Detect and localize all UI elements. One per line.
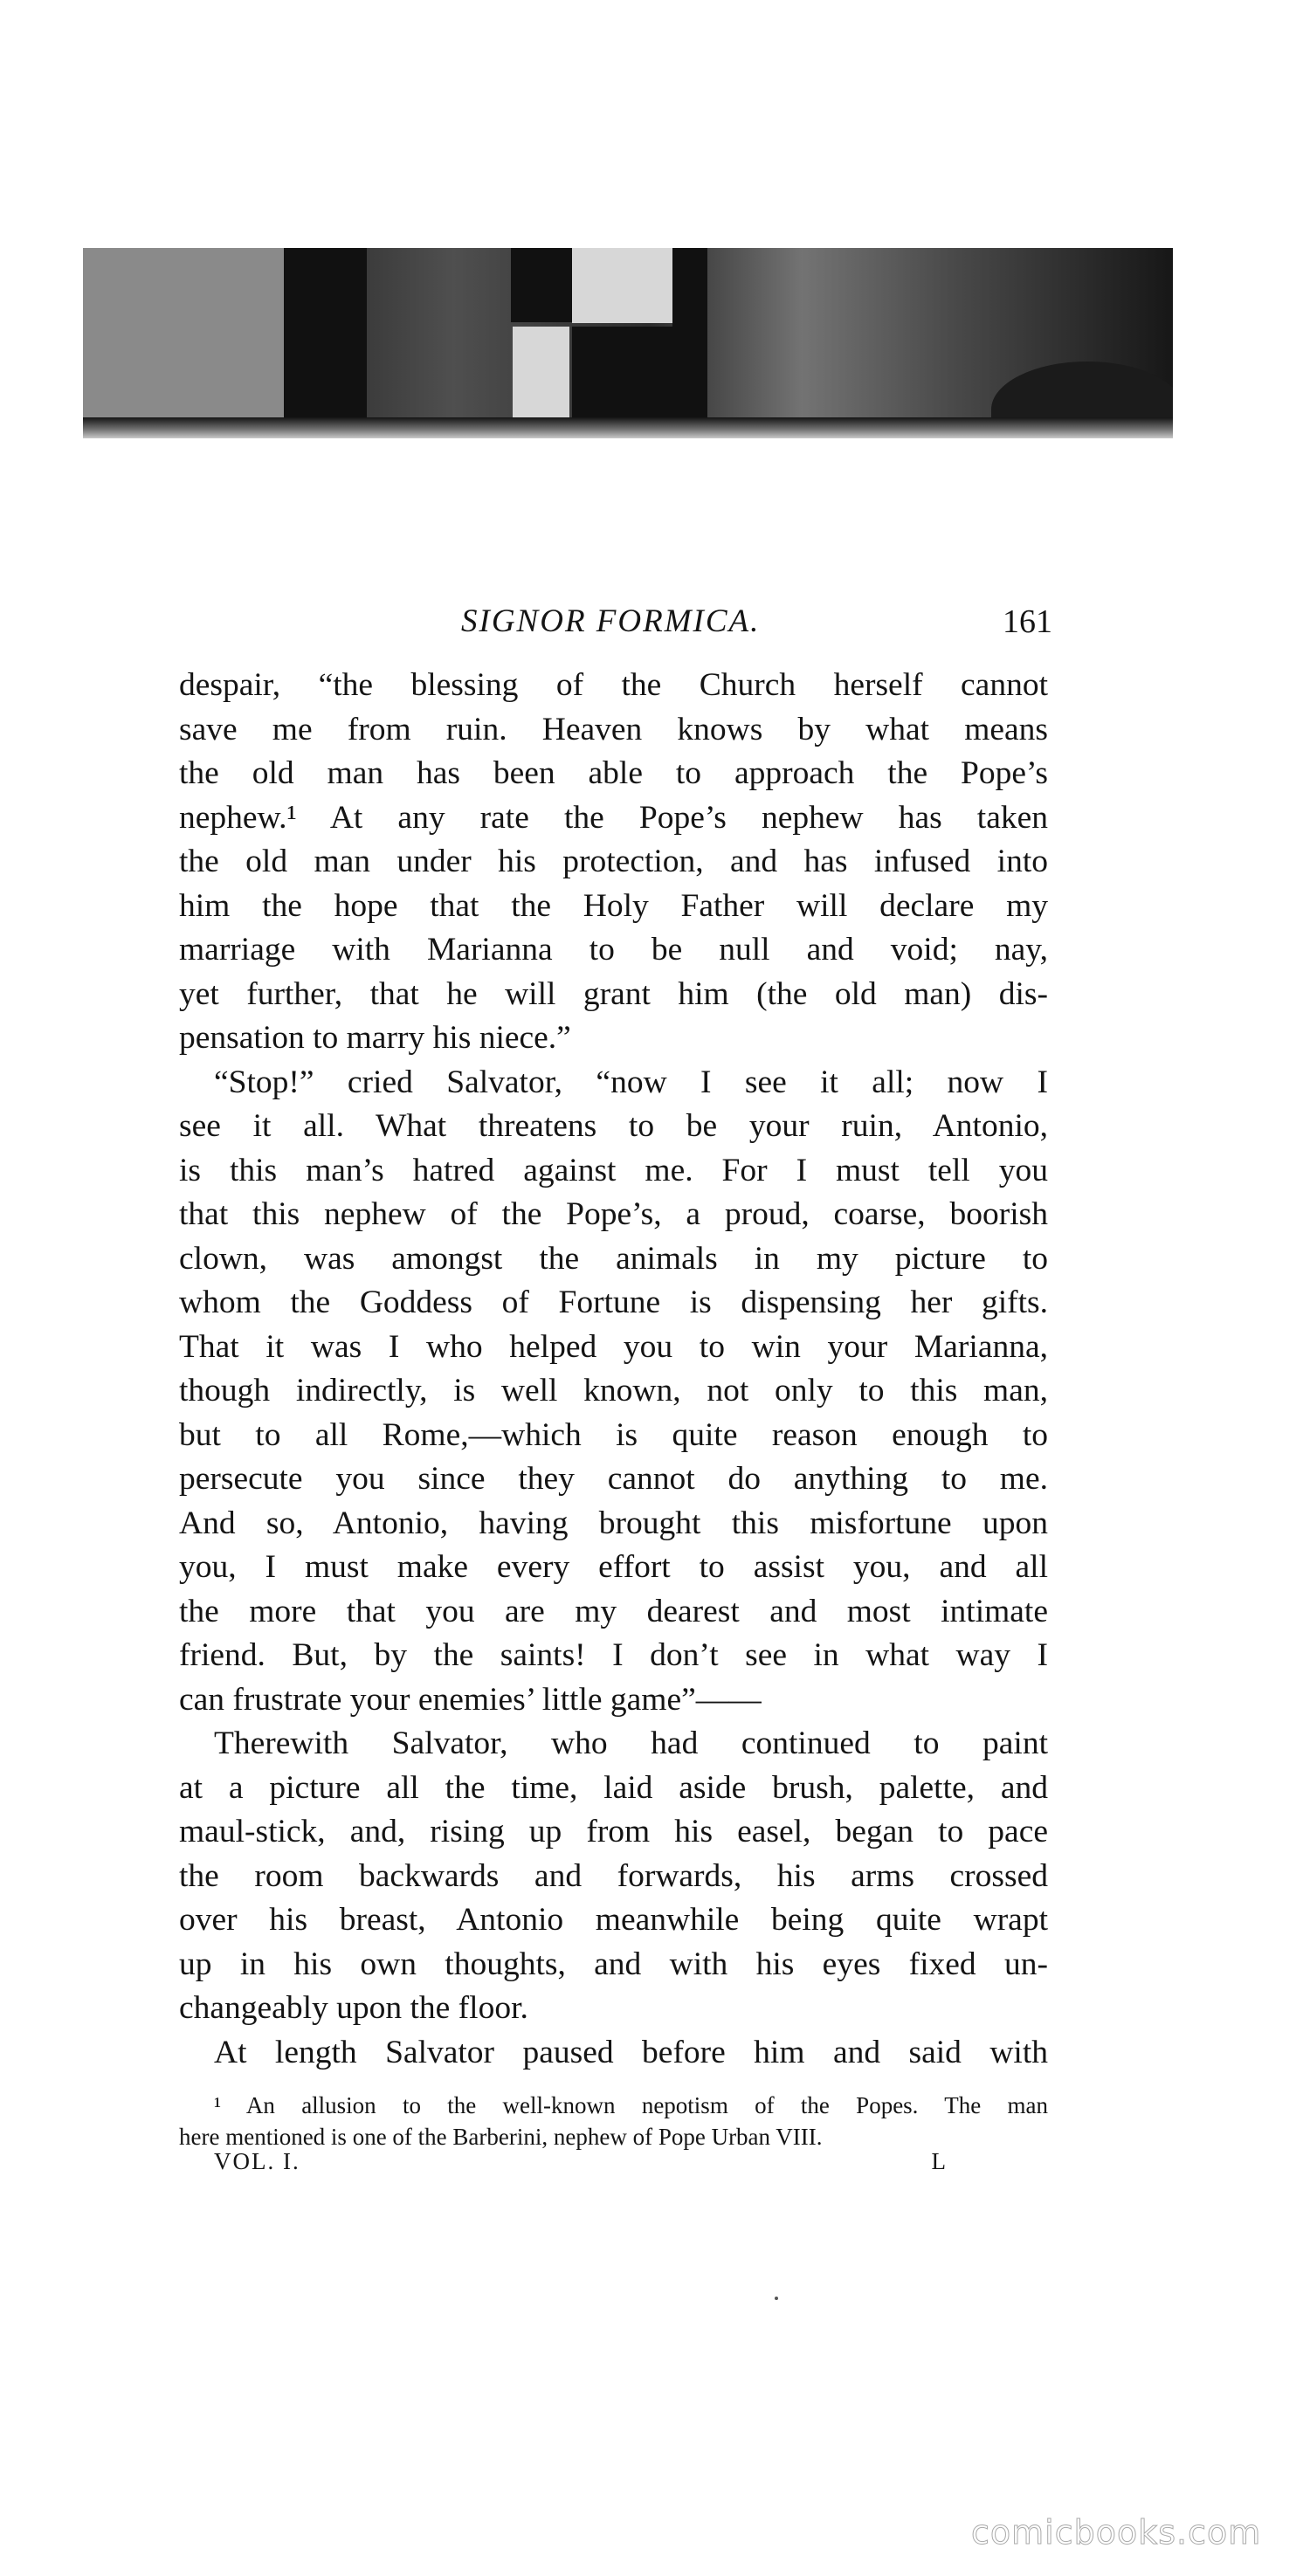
footnote xyxy=(179,2090,1048,2152)
text-line: the room backwards and forwards, his arms crossed xyxy=(179,1857,1048,1894)
text-line: over his breast, Antonio meanwhile being quite wrapt xyxy=(179,1902,1048,1938)
text-line: maul-stick, and, rising up from his easel, began to pace xyxy=(179,1814,1048,1849)
text-line: the old man has been able to approach the Pope’s xyxy=(179,755,1048,791)
footnote-line: here mentioned is one of the Barberini, nephew of Pope Urban VIII. xyxy=(179,2124,823,2150)
text-line: marriage with Marianna to be null and void; nay, xyxy=(179,932,1048,968)
text-line: friend. But, by the saints! I don’t see in what way I xyxy=(179,1637,1048,1673)
text-line: is this man’s hatred against me. For I must tell you xyxy=(179,1152,1048,1188)
signature-mark: L xyxy=(931,2148,948,2174)
text-line: despair, “the blessing of the Church herself cannot xyxy=(179,667,1048,703)
text-line: That it was I who helped you to win your Marianna, xyxy=(179,1328,1048,1365)
text-line: though indirectly, is well known, not only to this man, xyxy=(179,1373,1048,1409)
volume-mark: VOL. I. xyxy=(214,2148,300,2174)
text-line: At length Salvator paused before him and said with xyxy=(214,2034,1048,2070)
text-line: but to all Rome,—which is quite reason enough to xyxy=(179,1416,1048,1453)
text-line: pensation to marry his niece.” xyxy=(179,1020,571,1056)
footnote-line: ¹ An allusion to the well-known nepotism of the Popes. The man xyxy=(214,2092,1048,2118)
text-line: nephew.¹ At any rate the Pope’s nephew has taken xyxy=(179,799,1048,836)
text-line: persecute you since they cannot do anything to me. xyxy=(179,1461,1048,1497)
text-line: see it all. What threatens to be your ruin, Antonio, xyxy=(179,1108,1048,1144)
text-line: And so, Antonio, having brought this misfortune upon xyxy=(179,1505,1048,1541)
running-title: SIGNOR FORMICA. xyxy=(461,603,761,639)
signature-line xyxy=(214,2148,948,2180)
text-line: yet further, that he will grant him (the old man) dis- xyxy=(179,975,1048,1012)
text-line: the more that you are my dearest and most intimate xyxy=(179,1593,1048,1629)
text-line: Therewith Salvator, who had continued to paint xyxy=(214,1725,1048,1761)
text-line: changeably upon the floor. xyxy=(179,1990,528,2026)
text-line: him the hope that the Holy Father will declare my xyxy=(179,887,1048,924)
text-line: whom the Goddess of Fortune is dispensing her gifts. xyxy=(179,1285,1048,1320)
page-header xyxy=(179,603,1052,643)
text-line: at a picture all the time, laid aside brush, palette, and xyxy=(179,1769,1048,1806)
text-line: clown, was amongst the animals in my picture to xyxy=(179,1240,1048,1277)
text-line: save me from ruin. Heaven knows by what means xyxy=(179,711,1048,747)
text-line: you, I must make every effort to assist you, and all xyxy=(179,1549,1048,1585)
text-line: that this nephew of the Pope’s, a proud, coarse, boorish xyxy=(179,1196,1048,1232)
body-text xyxy=(179,664,1048,2075)
text-line: can frustrate your enemies’ little game”—— xyxy=(179,1681,762,1718)
scanned-image-strip xyxy=(83,248,1173,438)
watermark: comicbooks.com xyxy=(971,2513,1262,2552)
text-line: the old man under his protection, and has infused into xyxy=(179,844,1048,879)
text-line: up in his own thoughts, and with his eyes fixed un- xyxy=(179,1946,1048,1982)
ink-speck xyxy=(775,2297,778,2300)
page-number: 161 xyxy=(1003,603,1052,640)
text-line: “Stop!” cried Salvator, “now I see it all; now I xyxy=(214,1064,1048,1100)
